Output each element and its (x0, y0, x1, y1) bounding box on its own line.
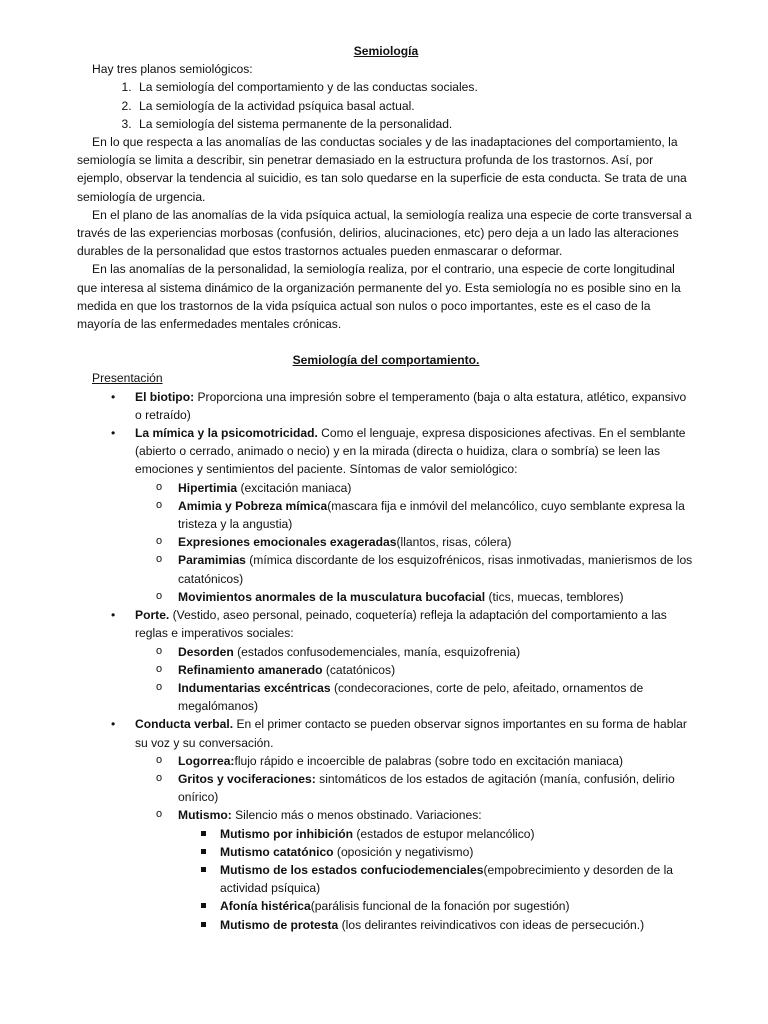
item-text: (los delirantes reivindicativos con ideas de persecución.) (338, 917, 645, 932)
item-term: Porte. (135, 608, 170, 623)
section-title: Semiología del comportamiento. (292, 353, 480, 368)
porte-list (135, 643, 695, 716)
intro-lead: Hay tres planos semiológicos: (92, 62, 253, 77)
item-term: Amimia y Pobreza mímica (178, 498, 328, 513)
list-item (178, 661, 695, 679)
list-item (178, 533, 695, 551)
item-text: (mascara fija e inmóvil del melancólico, cuyo semblante expresa la tristeza y la angustia) (178, 498, 685, 532)
item-text: Como el lenguaje, expresa disposiciones afectivas. En el semblante (abierto o cerrado, animado o necio) y en la mirada (directa o huidiza, clara o sombría) se leen las emociones y sentimientos del paciente. Síntomas de valor semiológico: (135, 426, 686, 477)
list-item (178, 752, 695, 770)
mutismo-variations-list (178, 825, 695, 934)
item-term: Logorrea: (178, 753, 235, 768)
list-item (220, 897, 695, 915)
list-item (178, 643, 695, 661)
list-item (178, 551, 695, 587)
paragraph-vida-psiquica: En el plano de las anomalías de la vida psíquica actual, la semiología realiza una especie de corte transversal a través de las experiencias morbosas (confusión, delirios, alucinaciones, etc) pero deja a un lado las alteraciones durables de la personalidad que estos trastornos actuales pueden enmascarar o deformar. (77, 207, 692, 259)
item-term: Afonía histérica (220, 899, 311, 914)
list-item-conducta-verbal (135, 715, 695, 933)
item-term: El biotipo: (135, 389, 195, 404)
list-item-biotipo (135, 388, 695, 424)
section-subheading: Presentación (92, 371, 163, 386)
behavior-list (77, 388, 695, 934)
item-term: Hipertimia (178, 480, 238, 495)
item-text: (catatónicos) (322, 662, 396, 677)
conducta-verbal-list (135, 752, 695, 934)
paragraph-personalidad: En las anomalías de la personalidad, la semiología realiza, por el contrario, una especie de corte longitudinal que interesa al sistema dinámico de la organización permanente del yo. Esta semiología no es posible sino en la medida en que los trastornos de la vida psíquica actual son nulos o poco importantes, este es el caso de la mayoría de las enfermedades mentales crónicas. (77, 262, 681, 332)
item-term: Mutismo de protesta (220, 917, 339, 932)
paragraph-conductas: En lo que respecta a las anomalías de las conductas sociales y de las inadaptaciones del comportamiento, la semiología se limita a describir, sin penetrar demasiado en la estructura profunda de los trastornos. Así, por ejemplo, observar la tendencia al suicidio, es tan solo quedarse en la superficie de esta conducta. Se trata de una semiología de urgencia. (77, 135, 687, 204)
list-item (220, 861, 695, 897)
item-text: (parálisis funcional de la fonación por sugestión) (310, 899, 570, 914)
list-item (178, 588, 695, 606)
item-text: (condecoraciones, corte de pelo, afeitado, ornamentos de megalómanos) (178, 680, 644, 714)
document-page (77, 42, 695, 934)
plane-item: 1. La semiología del comportamiento y de las conductas sociales. (135, 78, 695, 96)
item-text: (excitación maniaca) (237, 480, 352, 495)
item-text: Proporciona una impresión sobre el temperamento (baja o alta estatura, atlético, expansivo o retraído) (135, 389, 687, 422)
item-term: Indumentarias excéntricas (178, 680, 331, 695)
item-term: Mutismo catatónico (220, 844, 334, 859)
mimica-symptoms-list (135, 479, 695, 606)
item-text: (estados de estupor melancólico) (353, 826, 535, 841)
semiological-planes-list (77, 78, 695, 133)
list-item (220, 825, 695, 843)
item-text: En el primer contacto se pueden observar signos importantes en su forma de hablar su voz y su conversación. (135, 717, 687, 750)
item-term: La mímica y la psicomotricidad. (135, 426, 318, 441)
item-text: (llantos, risas, cólera) (396, 535, 512, 550)
item-term: Paramimias (178, 553, 246, 568)
item-term: Mutismo de los estados confuciodemenciales (220, 862, 484, 877)
item-term: Desorden (178, 644, 234, 659)
list-item (178, 679, 695, 715)
list-item (178, 770, 695, 806)
item-text: (empobrecimiento y desorden de la actividad psíquica) (220, 862, 674, 896)
document-title: Semiología (353, 44, 419, 58)
item-text: sintomáticos de los estados de agitación (manía, confusión, delirio onírico) (178, 771, 675, 805)
item-term: Movimientos anormales de la musculatura bucofacial (178, 589, 486, 604)
item-text: (tics, muecas, temblores) (485, 589, 624, 604)
item-term: Conducta verbal. (135, 717, 234, 732)
list-item (178, 497, 695, 533)
item-text: flujo rápido e incoercible de palabras (sobre todo en excitación maniaca) (234, 753, 624, 768)
item-text: (Vestido, aseo personal, peinado, coquetería) refleja la adaptación del comportamiento a las reglas e imperativos sociales: (135, 608, 667, 641)
item-term: Mutismo por inhibición (220, 826, 354, 841)
plane-item: 2. La semiología de la actividad psíquica basal actual. (135, 97, 695, 115)
item-term: Expresiones emocionales exageradas (178, 535, 397, 550)
list-item (220, 843, 695, 861)
list-item-mutismo (178, 806, 695, 933)
item-text: (oposición y negativismo) (333, 844, 474, 859)
list-item-porte (135, 606, 695, 715)
list-item (220, 916, 695, 934)
item-term: Mutismo: (178, 808, 232, 823)
list-item-mimica (135, 424, 695, 606)
item-text: (estados confusodemenciales, manía, esquizofrenia) (233, 644, 521, 659)
item-term: Gritos y vociferaciones: (178, 771, 316, 786)
item-text: (mímica discordante de los esquizofrénicos, risas inmotivadas, manierismos de los catatónicos) (178, 553, 693, 586)
plane-item: 3. La semiología del sistema permanente de la personalidad. (135, 115, 695, 133)
list-item (178, 479, 695, 497)
item-term: Refinamiento amanerado (178, 662, 323, 677)
item-text: Silencio más o menos obstinado. Variaciones: (231, 808, 482, 823)
